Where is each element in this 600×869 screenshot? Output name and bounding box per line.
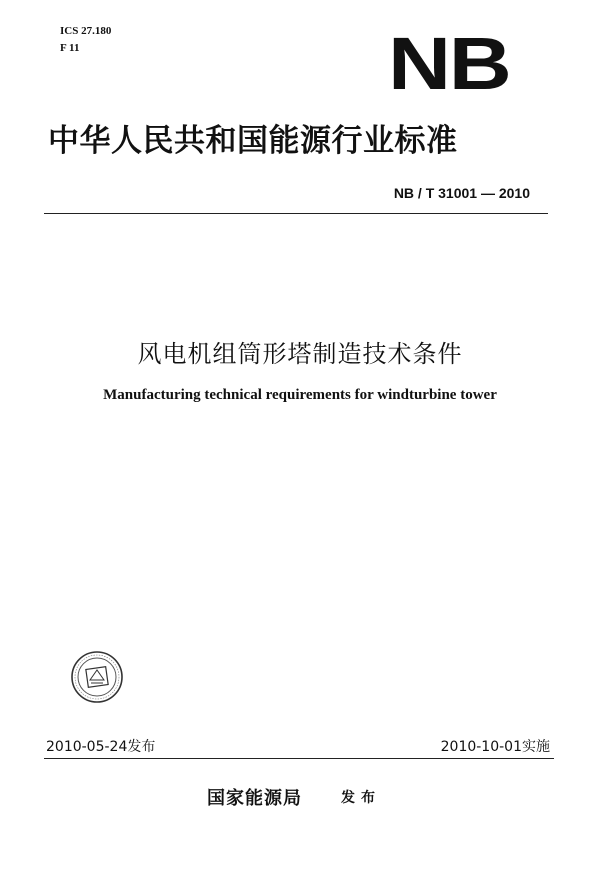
issue-date: 2010-05-24发布 xyxy=(46,739,156,755)
publish-label: 发布 xyxy=(341,790,381,806)
publisher-seal-icon xyxy=(70,650,124,704)
document-title-chinese: 风电机组筒形塔制造技术条件 xyxy=(137,340,463,368)
classification-code: F 11 xyxy=(60,42,80,54)
header-divider xyxy=(44,213,548,214)
ics-code: ICS 27.180 xyxy=(60,25,112,37)
standard-number: NB / T 31001 — 2010 xyxy=(393,185,530,201)
nb-logo: NB xyxy=(388,22,510,105)
document-title-english: Manufacturing technical requirements for windturbine tower xyxy=(103,387,497,403)
footer-divider xyxy=(44,758,554,759)
ministry-title: 中华人民共和国能源行业标准 xyxy=(48,123,458,159)
issuing-authority: 国家能源局 xyxy=(207,788,302,809)
implementation-date: 2010-10-01实施 xyxy=(440,739,550,755)
